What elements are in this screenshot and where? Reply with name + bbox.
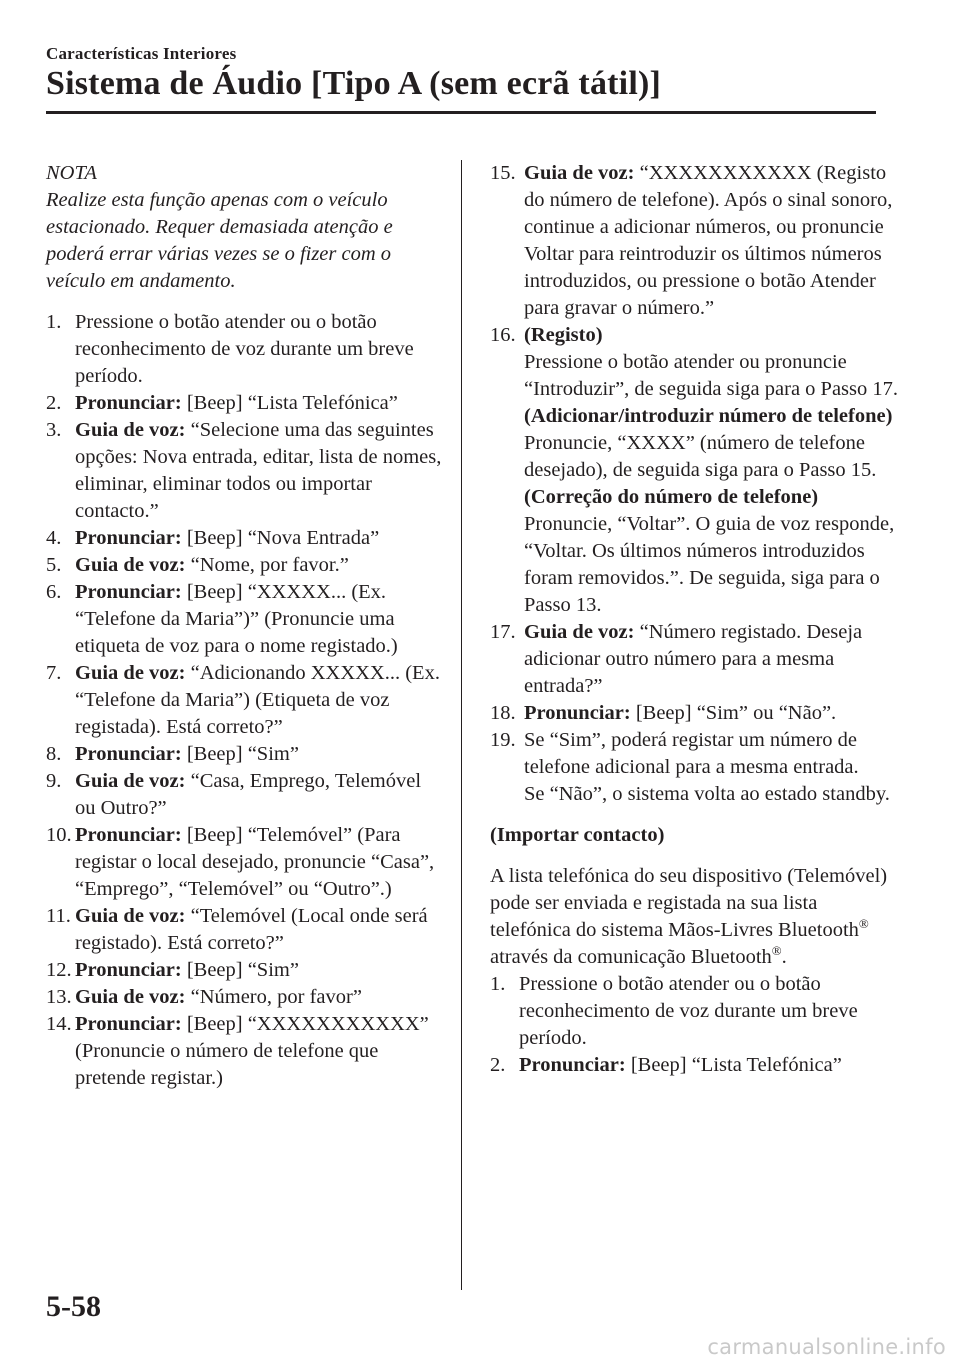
step-item bbox=[490, 322, 900, 619]
sub-heading-register: (Registo) bbox=[524, 324, 603, 346]
step-body bbox=[75, 1011, 446, 1092]
step-body bbox=[75, 984, 446, 1011]
step-label: Pronunciar: bbox=[75, 824, 182, 846]
step-item bbox=[46, 579, 446, 660]
step-body bbox=[75, 660, 446, 741]
step-text: “Casa, Emprego, Telemóvel ou Outro?” bbox=[75, 770, 422, 819]
step-label: Guia de voz: bbox=[75, 770, 186, 792]
step-number: 3. bbox=[46, 419, 62, 441]
step-item bbox=[46, 984, 446, 1011]
step-number: 9. bbox=[46, 770, 62, 792]
step-text: [Beep] “Sim” bbox=[181, 743, 299, 765]
step-text: [Beep] “Sim” bbox=[181, 959, 299, 981]
step-body bbox=[524, 727, 900, 808]
step-number: 6. bbox=[46, 581, 62, 603]
step-item bbox=[490, 1052, 900, 1079]
procedure-steps bbox=[46, 309, 446, 1092]
step-text-no: Se “Não”, o sistema volta ao estado standby. bbox=[524, 783, 890, 805]
step-item bbox=[46, 417, 446, 525]
step-text: [Beep] “Lista Telefónica” bbox=[181, 392, 398, 414]
step-item bbox=[490, 700, 900, 727]
note-text: Realize esta função apenas com o veículo estacionado. Requer demasiada atenção e poderá errar várias vezes se o fizer com o veículo em andamento. bbox=[46, 189, 393, 292]
step-label: Pronunciar: bbox=[75, 1013, 182, 1035]
step-body bbox=[75, 903, 446, 957]
step-label: Guia de voz: bbox=[75, 905, 186, 927]
import-steps bbox=[490, 971, 900, 1079]
step-body bbox=[75, 417, 446, 525]
step-number: 7. bbox=[46, 662, 62, 684]
step-label: Guia de voz: bbox=[75, 986, 186, 1008]
paragraph-period: . bbox=[781, 946, 787, 968]
sub-text-register: Pressione o botão atender ou pronuncie “Introduzir”, de seguida siga para o Passo 17. bbox=[524, 351, 899, 400]
step-item bbox=[46, 390, 446, 417]
step-number: 8. bbox=[46, 743, 62, 765]
step-item bbox=[490, 160, 900, 322]
step-label: Pronunciar: bbox=[75, 959, 182, 981]
registered-mark: ® bbox=[858, 916, 869, 932]
step-number: 12. bbox=[46, 959, 72, 981]
step-item bbox=[46, 957, 446, 984]
page-title: Sistema de Áudio [Tipo A (sem ecrã tátil)] bbox=[46, 65, 662, 102]
sub-text-add-number: Pronuncie, “XXXX” (número de telefone desejado), de seguida siga para o Passo 15. bbox=[524, 432, 877, 481]
step-number: 16. bbox=[490, 324, 516, 346]
note-title: NOTA bbox=[46, 162, 97, 184]
step-item bbox=[490, 619, 900, 700]
step-item bbox=[490, 727, 900, 808]
step-text: “XXXXXXXXXXX (Registo do número de telefone). Após o sinal sonoro, continue a adicionar números, ou pronuncie Voltar para reintroduzir os últimos números introduzidos, ou pressione o botão Atender para gravar o número.” bbox=[524, 162, 893, 319]
sub-heading-add-number: (Adicionar/introduzir número de telefone) bbox=[524, 405, 893, 427]
step-item bbox=[46, 741, 446, 768]
step-text: [Beep] “XXXXX... (Ex. “Telefone da Maria”)” (Pronuncie uma etiqueta de voz para o nome registado.) bbox=[75, 581, 398, 657]
step-item bbox=[46, 552, 446, 579]
step-number: 17. bbox=[490, 621, 516, 643]
step-item bbox=[46, 822, 446, 903]
step-body bbox=[524, 619, 900, 700]
step-text: “Adicionando XXXXX... (Ex. “Telefone da Maria”) (Etiqueta de voz registada). Está correto?” bbox=[75, 662, 440, 738]
step-number: 11. bbox=[46, 905, 71, 927]
step-text: [Beep] “Lista Telefónica” bbox=[625, 1054, 842, 1076]
step-number: 4. bbox=[46, 527, 62, 549]
import-contact-heading: (Importar contacto) bbox=[490, 824, 665, 846]
step-item bbox=[46, 903, 446, 957]
import-contact-paragraph bbox=[490, 863, 900, 971]
step-label: Guia de voz: bbox=[75, 554, 186, 576]
step-number: 2. bbox=[46, 392, 62, 414]
step-text: [Beep] “Nova Entrada” bbox=[181, 527, 380, 549]
step-label: Pronunciar: bbox=[75, 581, 182, 603]
step-body bbox=[75, 822, 446, 903]
step-text: “Número, por favor” bbox=[185, 986, 362, 1008]
step-text: [Beep] “Sim” ou “Não”. bbox=[630, 702, 837, 724]
step-number: 14. bbox=[46, 1013, 72, 1035]
right-column bbox=[490, 160, 900, 1079]
title-rule bbox=[46, 111, 876, 114]
step-label: Pronunciar: bbox=[75, 527, 182, 549]
step-body bbox=[75, 552, 446, 579]
sub-heading-correct-number: (Correção do número de telefone) bbox=[524, 486, 819, 508]
step-number: 1. bbox=[490, 973, 506, 995]
step-number: 10. bbox=[46, 824, 72, 846]
step-item bbox=[46, 1011, 446, 1092]
step-body bbox=[75, 579, 446, 660]
step-number: 1. bbox=[46, 311, 62, 333]
step-label: Pronunciar: bbox=[524, 702, 631, 724]
step-label: Guia de voz: bbox=[75, 662, 186, 684]
step-text: [Beep] “XXXXXXXXXXX” (Pronuncie o número de telefone que pretende registar.) bbox=[75, 1013, 429, 1089]
step-text: “Número registado. Deseja adicionar outro número para a mesma entrada?” bbox=[524, 621, 863, 697]
registered-mark: ® bbox=[771, 943, 782, 959]
paragraph-text: A lista telefónica do seu dispositivo (Telemóvel) pode ser enviada e registada na sua lista telefónica do sistema Mãos-Livres Bluetooth bbox=[490, 865, 888, 941]
step-text: Pressione o botão atender ou o botão reconhecimento de voz durante um breve período. bbox=[75, 311, 414, 387]
step-text: “Telemóvel (Local onde será registado). Está correto?” bbox=[75, 905, 428, 954]
step-body bbox=[75, 957, 446, 984]
step-body bbox=[519, 1052, 900, 1079]
step-body bbox=[524, 322, 900, 619]
step-body bbox=[519, 971, 900, 1052]
step-number: 5. bbox=[46, 554, 62, 576]
step-text: [Beep] “Telemóvel” (Para registar o local desejado, pronuncie “Casa”, “Emprego”, “Telemóvel” ou “Outro”.) bbox=[75, 824, 435, 900]
step-body bbox=[75, 525, 446, 552]
step-item bbox=[46, 525, 446, 552]
step-number: 15. bbox=[490, 162, 516, 184]
step-body bbox=[75, 390, 446, 417]
left-column bbox=[46, 160, 446, 1092]
step-number: 2. bbox=[490, 1054, 506, 1076]
step-item bbox=[490, 971, 900, 1052]
column-divider bbox=[461, 160, 462, 1290]
step-body bbox=[75, 309, 446, 390]
step-label: Guia de voz: bbox=[524, 621, 635, 643]
step-body bbox=[75, 768, 446, 822]
step-item bbox=[46, 309, 446, 390]
step-text-yes: Se “Sim”, poderá registar um número de telefone adicional para a mesma entrada. bbox=[524, 729, 859, 778]
step-label: Pronunciar: bbox=[519, 1054, 626, 1076]
step-number: 19. bbox=[490, 729, 516, 751]
section-label: Características Interiores bbox=[46, 44, 237, 63]
step-body bbox=[524, 160, 900, 322]
step-item bbox=[46, 660, 446, 741]
step-item bbox=[46, 768, 446, 822]
step-text: “Nome, por favor.” bbox=[185, 554, 349, 576]
step-label: Guia de voz: bbox=[75, 419, 186, 441]
step-number: 18. bbox=[490, 702, 516, 724]
step-text: “Selecione uma das seguintes opções: Nova entrada, editar, lista de nomes, eliminar, eliminar todos ou importar contacto.” bbox=[75, 419, 442, 522]
step-label: Guia de voz: bbox=[524, 162, 635, 184]
watermark: carmanualsonline.info bbox=[707, 1335, 946, 1359]
step-label: Pronunciar: bbox=[75, 392, 182, 414]
paragraph-text: através da comunicação Bluetooth bbox=[490, 946, 772, 968]
sub-text-correct-number: Pronuncie, “Voltar”. O guia de voz responde, “Voltar. Os últimos números introduzidos foram removidos.”. De seguida, siga para o Passo 13. bbox=[524, 513, 895, 616]
step-text: Pressione o botão atender ou o botão reconhecimento de voz durante um breve período. bbox=[519, 973, 858, 1049]
step-number: 13. bbox=[46, 986, 72, 1008]
page-number: 5-58 bbox=[46, 1290, 101, 1323]
step-label: Pronunciar: bbox=[75, 743, 182, 765]
step-body bbox=[524, 700, 900, 727]
step-body bbox=[75, 741, 446, 768]
